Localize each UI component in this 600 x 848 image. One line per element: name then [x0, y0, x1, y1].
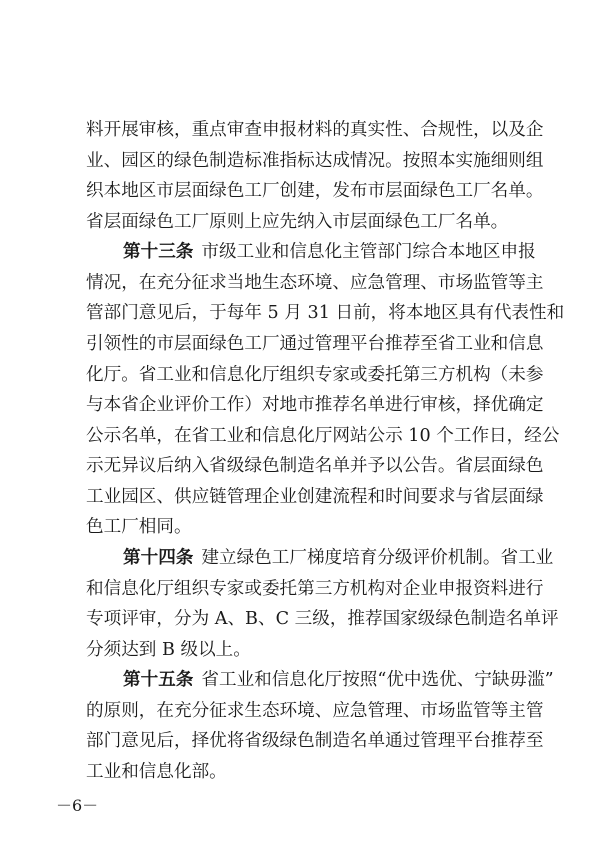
article-13-first-line — [123, 237, 536, 267]
text-line: 工业和信息化部。 — [86, 762, 227, 782]
article-14-heading: 第十四条 — [123, 547, 194, 568]
text-line: 分须达到 B 级以上。 — [86, 639, 251, 660]
text-line: 织本地区市层面绿色工厂创建，发布市层面绿色工厂名单。 — [86, 181, 544, 202]
text-line: 市级工业和信息化主管部门综合本地区申报 — [201, 242, 536, 263]
text-line: 化厅。省工业和信息化厅组织专家或委托第三方机构（未参 — [86, 364, 544, 385]
text-line: 公示名单，在省工业和信息化厅网站公示 10 个工作日，经公 — [86, 425, 560, 446]
text-line: 工业园区、供应链管理企业创建流程和时间要求与省层面绿 — [86, 486, 544, 507]
text-line: 情况，在充分征求当地生态环境、应急管理、市场监管等主 — [86, 272, 544, 293]
text-line: 的原则，在充分征求生态环境、应急管理、市场监管等主管 — [86, 700, 544, 721]
text-line: 省工业和信息化厅按照“优中选优、宁缺毋滥” — [201, 670, 554, 691]
text-line: 与本省企业评价工作）对地市推荐名单进行审核，择优确定 — [86, 395, 544, 416]
article-15-heading: 第十五条 — [123, 669, 194, 691]
text-line: 建立绿色工厂梯度培育分级评价机制。省工业 — [201, 548, 554, 568]
page-number: －6－ — [56, 796, 99, 815]
text-line: 业、园区的绿色制造标准指标达成情况。按照本实施细则组 — [86, 150, 544, 171]
text-line: 引领性的市层面绿色工厂通过管理平台推荐至省工业和信息 — [86, 334, 544, 354]
article-15-first-line — [123, 665, 554, 695]
text-line: 色工厂相同。 — [86, 517, 192, 538]
article-14-first-line — [123, 543, 554, 573]
text-line: 专项评审，分为 A、B、C 三级，推荐国家级绿色制造名单评 — [86, 609, 559, 630]
text-line: 省层面绿色工厂原则上应先纳入市层面绿色工厂名单。 — [86, 211, 509, 232]
article-13-heading: 第十三条 — [123, 241, 194, 263]
text-line: 示无异议后纳入省级绿色制造名单并予以公告。省层面绿色 — [86, 456, 544, 477]
text-line: 和信息化厅组织专家或委托第三方机构对企业申报资料进行 — [86, 578, 544, 599]
text-line: 部门意见后，择优将省级绿色制造名单通过管理平台推荐至 — [86, 731, 544, 752]
text-line: 管部门意见后，于每年 5 月 31 日前，将本地区具有代表性和 — [86, 303, 565, 324]
text-line: 料开展审核，重点审查申报材料的真实性、合规性，以及企 — [86, 120, 544, 140]
